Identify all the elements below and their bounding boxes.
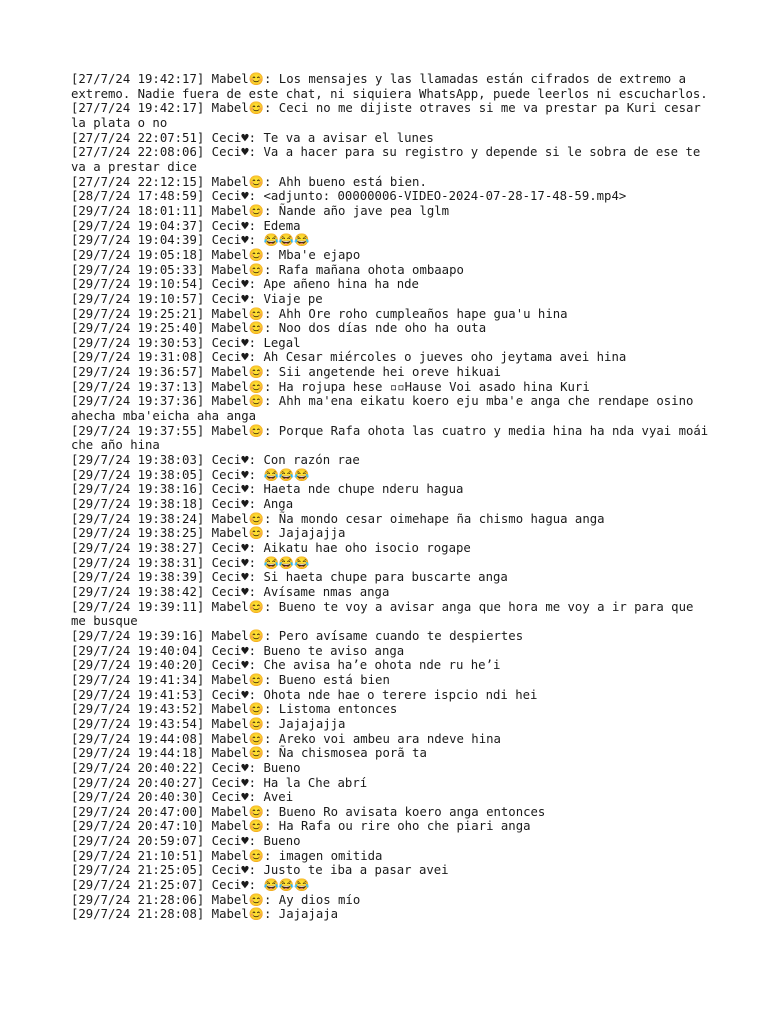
chat-message-line: [29/7/24 19:10:57] Ceci♥: Viaje pe	[71, 291, 323, 306]
chat-message-line: [29/7/24 19:36:57] Mabel😊: Sii angetende hei oreve hikuai	[71, 365, 501, 380]
chat-message-line: [29/7/24 19:37:13] Mabel😊: Ha rojupa hese ▫▫Hause Voi asado hina Kuri	[71, 379, 590, 394]
chat-message-line: [29/7/24 19:38:05] Ceci♥: 😂😂😂	[71, 467, 310, 482]
chat-message-line: [29/7/24 19:30:53] Ceci♥: Legal	[71, 335, 301, 350]
chat-message-line: [29/7/24 19:44:08] Mabel😊: Areko voi ambeu ara ndeve hina	[71, 731, 501, 746]
chat-message-line: [29/7/24 19:40:04] Ceci♥: Bueno te aviso anga	[71, 643, 405, 658]
chat-message-line: [29/7/24 19:25:40] Mabel😊: Noo dos días nde oho ha outa	[71, 321, 487, 336]
chat-message-line: [29/7/24 20:40:27] Ceci♥: Ha la Che abrí	[71, 775, 368, 790]
chat-message-line: [29/7/24 19:05:33] Mabel😊: Rafa mañana ohota ombaapo	[71, 262, 464, 277]
chat-message-line: [29/7/24 21:10:51] Mabel😊: imagen omitida	[71, 848, 383, 863]
chat-message-line: [29/7/24 19:04:37] Ceci♥: Edema	[71, 218, 301, 233]
chat-message-line: [29/7/24 19:31:08] Ceci♥: Ah Cesar miércoles o jueves oho jeytama avei hina	[71, 350, 627, 365]
chat-message-line: [29/7/24 19:41:34] Mabel😊: Bueno está bien	[71, 672, 390, 687]
chat-message-line: [29/7/24 19:43:52] Mabel😊: Listoma entonces	[71, 702, 398, 717]
chat-message-line: [29/7/24 19:38:18] Ceci♥: Anga	[71, 497, 294, 512]
chat-message-line: [29/7/24 19:38:16] Ceci♥: Haeta nde chupe nderu hagua	[71, 482, 464, 497]
chat-message-line: [29/7/24 19:38:03] Ceci♥: Con razón rae	[71, 453, 360, 468]
chat-message-line: [29/7/24 19:38:31] Ceci♥: 😂😂😂	[71, 555, 310, 570]
chat-message-line: [27/7/24 19:42:17] Mabel😊: Ceci no me dijiste otraves si me va prestar pa Kuri cesar la plata o no	[71, 101, 709, 130]
chat-message-line: [29/7/24 19:37:36] Mabel😊: Ahh ma'ena eikatu koero eju mba'e anga che rendape osino ahecha mba'eicha aha anga	[71, 394, 701, 424]
chat-message-line: [29/7/24 20:40:22] Ceci♥: Bueno	[71, 760, 301, 775]
chat-message-line: [28/7/24 17:48:59] Ceci♥: <adjunto: 00000006-VIDEO-2024-07-28-17-48-59.mp4>	[71, 189, 627, 204]
chat-message-line: [29/7/24 19:38:42] Ceci♥: Avísame nmas anga	[71, 584, 390, 599]
chat-message-line: [29/7/24 21:25:05] Ceci♥: Justo te iba a pasar avei	[71, 863, 449, 878]
chat-message-line: [29/7/24 19:43:54] Mabel😊: Jajajajja	[71, 716, 346, 731]
chat-message-line: [29/7/24 19:39:11] Mabel😊: Bueno te voy a avisar anga que hora me voy a ir para que me busque	[71, 599, 701, 629]
chat-message-line: [27/7/24 22:07:51] Ceci♥: Te va a avisar el lunes	[71, 130, 434, 145]
chat-message-line: [27/7/24 22:12:15] Mabel😊: Ahh bueno está bien.	[71, 174, 427, 189]
chat-message-line: [29/7/24 19:04:39] Ceci♥: 😂😂😂	[71, 233, 310, 248]
chat-message-line: [29/7/24 21:25:07] Ceci♥: 😂😂😂	[71, 878, 310, 893]
chat-message-line: [29/7/24 19:40:20] Ceci♥: Che avisa ha’e ohota nde ru he’i	[71, 658, 501, 673]
chat-message-line: [29/7/24 20:47:00] Mabel😊: Bueno Ro avisata koero anga entonces	[71, 804, 546, 819]
chat-message-line: [29/7/24 19:38:25] Mabel😊: Jajajajja	[71, 526, 346, 541]
chat-message-line: [27/7/24 22:08:06] Ceci♥: Va a hacer para su registro y depende si le sobra de ese te va a prestar dice	[71, 145, 708, 174]
chat-message-line: [29/7/24 21:28:08] Mabel😊: Jajajaja	[71, 907, 339, 922]
chat-message-line: [29/7/24 19:25:21] Mabel😊: Ahh Ore roho cumpleaños hape gua'u hina	[71, 306, 568, 321]
chat-message-line: [29/7/24 19:10:54] Ceci♥: Ape añeno hina ha nde	[71, 277, 419, 292]
chat-message-line: [29/7/24 21:28:06] Mabel😊: Ay dios mío	[71, 892, 361, 907]
chat-message-line: [27/7/24 19:42:17] Mabel😊: Los mensajes y las llamadas están cifrados de extremo a extremo. Nadie fuera de este chat, ni siquiera WhatsApp, puede leerlos ni escucharlos.	[71, 72, 708, 101]
chat-message-line: [29/7/24 19:38:39] Ceci♥: Si haeta chupe para buscarte anga	[71, 570, 508, 585]
chat-message-line: [29/7/24 20:59:07] Ceci♥: Bueno	[71, 834, 301, 849]
chat-message-line: [29/7/24 19:05:18] Mabel😊: Mba'e ejapo	[71, 247, 361, 262]
chat-transcript	[71, 72, 716, 922]
chat-message-line: [29/7/24 20:40:30] Ceci♥: Avei	[71, 790, 294, 805]
chat-message-line: [29/7/24 19:38:24] Mabel😊: Ña mondo cesar oimehape ña chismo hagua anga	[71, 511, 605, 526]
chat-message-line: [29/7/24 19:39:16] Mabel😊: Pero avísame cuando te despiertes	[71, 628, 524, 643]
chat-message-line: [29/7/24 20:47:10] Mabel😊: Ha Rafa ou rire oho che piari anga	[71, 819, 531, 834]
chat-message-line: [29/7/24 19:37:55] Mabel😊: Porque Rafa ohota las cuatro y media hina ha nda vyai moái che año hina	[71, 423, 716, 453]
chat-message-line: [29/7/24 19:38:27] Ceci♥: Aikatu hae oho isocio rogape	[71, 541, 471, 555]
chat-message-line: [29/7/24 19:44:18] Mabel😊: Ña chismosea porã ta	[71, 746, 427, 761]
chat-message-line: [29/7/24 19:41:53] Ceci♥: Ohota nde hae o terere ispcio ndi hei	[71, 687, 538, 702]
chat-message-line: [29/7/24 18:01:11] Mabel😊: Ñande año jave pea lglm	[71, 203, 450, 218]
